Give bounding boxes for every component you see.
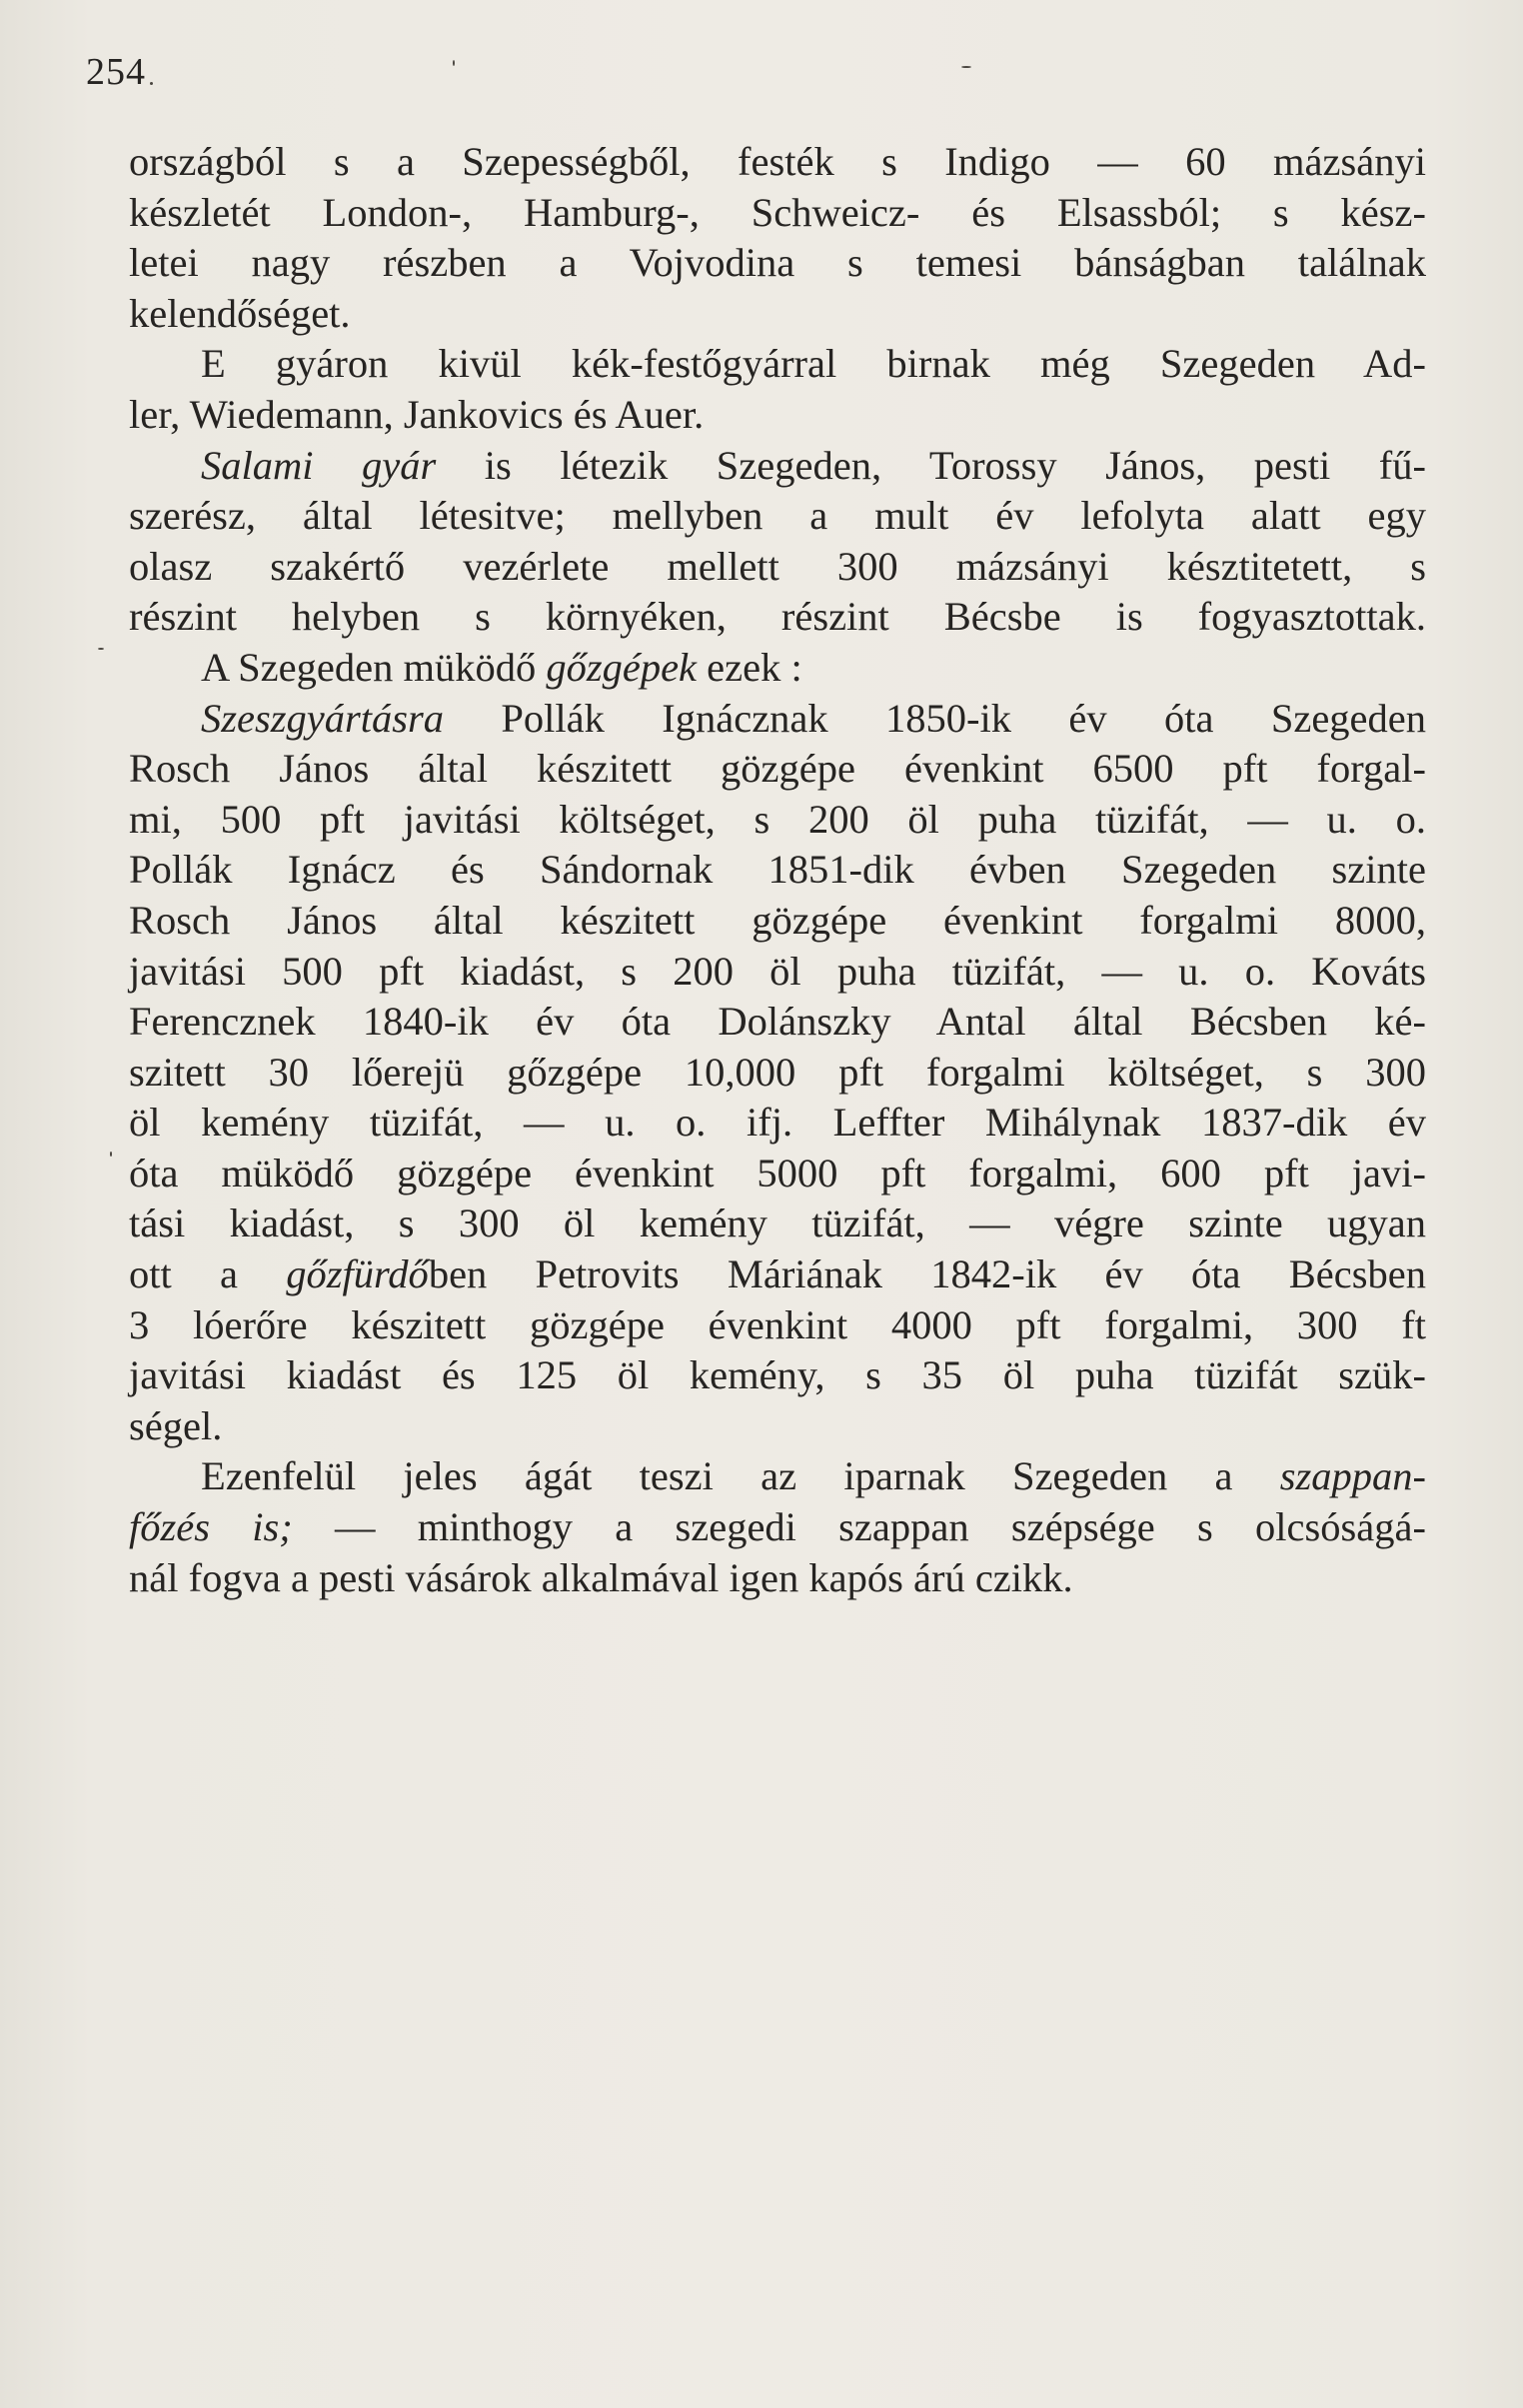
text-run: letei nagy részben a Vojvodina s temesi bánságban találnak — [129, 240, 1426, 286]
text-line — [129, 947, 1426, 998]
ink-speck — [150, 82, 153, 85]
text-line — [129, 1199, 1426, 1249]
ink-speck — [453, 60, 455, 66]
text-run: olasz szakértő vezérlete mellett 300 mázsányi késztitetett, s — [129, 543, 1426, 589]
text-run: szerész, által létesitve; mellyben a mult év lefolyta alatt egy — [129, 493, 1426, 539]
text-run: ben Petrovits Máriának 1842-ik év óta Bécsben — [428, 1251, 1426, 1297]
text-run: országból s a Szepességből, festék s Indigo — 60 mázsányi — [129, 139, 1426, 184]
italic-phrase: Salami gyár — [201, 442, 437, 488]
text-line — [129, 491, 1426, 542]
text-line — [129, 1048, 1426, 1099]
text-line — [129, 997, 1426, 1048]
text-line — [129, 1401, 1426, 1452]
text-run: Rosch János által készitett gözgépe évenkint 6500 pft forgal- — [129, 746, 1426, 792]
text-run: is létezik Szegeden, Torossy János, pesti fű- — [436, 442, 1426, 488]
text-run: nál fogva a pesti vásárok alkalmával igen kapós árú czikk. — [129, 1554, 1073, 1600]
text-run: ségel. — [129, 1402, 223, 1448]
text-line — [129, 592, 1426, 643]
italic-phrase: szappan- — [1279, 1453, 1426, 1499]
text-run: Pollák Ignácz és Sándornak 1851-dik évben Szegeden szinte — [129, 847, 1426, 893]
ink-speck — [110, 1152, 112, 1157]
italic-phrase: főzés is; — [129, 1504, 293, 1550]
text-run: kelendőséget. — [129, 290, 351, 336]
text-run: öl kemény tüzifát, — u. o. ifj. Leffter Mihálynak 1837-dik év — [129, 1100, 1426, 1146]
text-line — [129, 1451, 1426, 1502]
text-line — [129, 339, 1426, 390]
text-line — [129, 643, 1426, 694]
text-line — [129, 1300, 1426, 1351]
text-run: Pollák Ignácznak 1850-ik év óta Szegeden — [444, 695, 1426, 741]
text-line — [129, 1249, 1426, 1300]
text-line — [129, 1553, 1426, 1604]
text-line — [129, 390, 1426, 441]
text-run: A Szegeden müködő — [201, 644, 547, 690]
text-line — [129, 289, 1426, 340]
text-run: tási kiadást, s 300 öl kemény tüzifát, — végre szinte ugyan — [129, 1201, 1426, 1246]
text-run: Ezenfelül jeles ágát teszi az iparnak Szegeden a — [201, 1453, 1280, 1499]
ink-speck — [961, 66, 971, 68]
text-line — [129, 1149, 1426, 1200]
text-line — [129, 137, 1426, 188]
page-number: 254 — [86, 51, 146, 93]
text-line — [129, 542, 1426, 593]
text-line — [129, 845, 1426, 896]
text-run: E gyáron kivül kék-festőgyárral birnak még Szegeden Ad- — [201, 341, 1426, 387]
text-run: 3 lóerőre készitett gözgépe évenkint 4000 pft forgalmi, 300 ft — [129, 1301, 1426, 1347]
text-run: Ferencznek 1840-ik év óta Dolánszky Antal által Bécsben ké- — [129, 999, 1426, 1045]
text-run: óta müködő gözgépe évenkint 5000 pft forgalmi, 600 pft javi- — [129, 1150, 1426, 1196]
text-run: javitási kiadást és 125 öl kemény, s 35 öl puha tüzifát szük- — [129, 1352, 1426, 1398]
text-line — [129, 896, 1426, 947]
text-line — [129, 694, 1426, 745]
italic-phrase: Szeszgyártásra — [201, 695, 445, 741]
body-text — [129, 137, 1426, 1603]
text-line — [129, 1098, 1426, 1149]
text-run: Rosch János által készitett gözgépe évenkint forgalmi 8000, — [129, 897, 1426, 943]
italic-phrase: gőzfürdő — [286, 1251, 429, 1297]
text-run: mi, 500 pft javitási költséget, s 200 öl puha tüzifát, — u. o. — [129, 796, 1426, 842]
text-line — [129, 795, 1426, 846]
text-run: javitási 500 pft kiadást, s 200 öl puha tüzifát, — u. o. Kováts — [129, 948, 1426, 994]
text-line — [129, 441, 1426, 492]
italic-phrase: gőzgépek — [546, 644, 698, 690]
text-line — [129, 1502, 1426, 1553]
ink-speck — [98, 648, 104, 650]
text-run: részint helyben s környéken, részint Bécsbe is fogyasztottak. — [129, 594, 1426, 640]
text-run: ezek : — [697, 644, 802, 690]
text-run: szitett 30 lőerejü gőzgépe 10,000 pft forgalmi költséget, s 300 — [129, 1049, 1426, 1095]
text-line — [129, 238, 1426, 289]
text-run: ler, Wiedemann, Jankovics és Auer. — [129, 391, 705, 437]
text-line — [129, 744, 1426, 795]
text-run: készletét London-, Hamburg-, Schweicz- és Elsassból; s kész- — [129, 189, 1426, 235]
text-run: ott a — [129, 1251, 287, 1297]
text-line — [129, 188, 1426, 239]
text-run: — minthogy a szegedi szappan szépsége s olcsóságá- — [292, 1504, 1426, 1550]
text-line — [129, 1350, 1426, 1401]
